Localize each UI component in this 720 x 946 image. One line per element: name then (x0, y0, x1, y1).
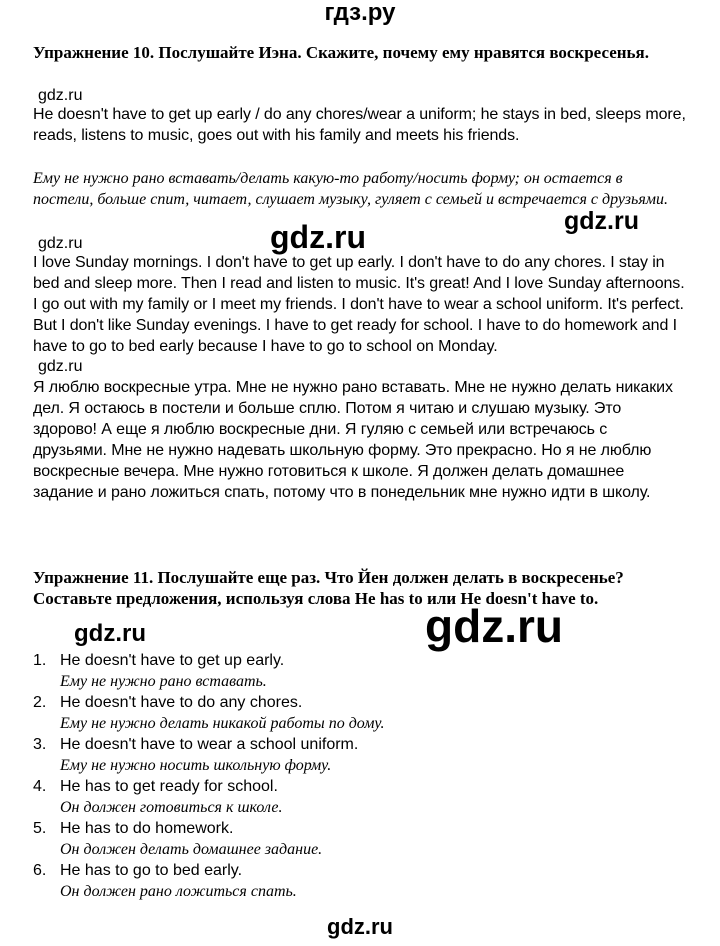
exercise-10-heading: Упражнение 10. Послушайте Иэна. Скажите, почему ему нравятся воскресенья. (33, 43, 649, 62)
item-number: 6. (33, 862, 47, 879)
exercise-10-text-ru: Я люблю воскресные утра. Мне не нужно рано вставать. Мне не нужно делать никаких дел. Я остаюсь в постели и больше сплю. Потом я читаю и слушаю музыку. Это здорово! А еще я люблю воскресные дни. Я гуляю с семьей или встречаюсь с друзьями. Мне не нужно надевать школьную форму. Это прекрасно. Но я не люблю воскресные вечера. Мне нужно готовиться к школе. Я должен делать домашнее задание и рано ложиться спать, потому что в понедельник мне нужно идти в школу. (33, 379, 673, 501)
watermark-big-large: gdz.ru (425, 600, 563, 652)
item-text-en: He doesn't have to get up early. (60, 652, 285, 669)
item-text-ru: Он должен делать домашнее задание. (60, 841, 323, 858)
watermark-big-left: gdz.ru (74, 620, 146, 647)
watermark-small-2: gdz.ru (38, 235, 83, 252)
item-number: 4. (33, 778, 47, 795)
item-number: 5. (33, 820, 47, 837)
exercise-10-answer-ru: Ему не нужно рано вставать/делать какую-то работу/носить форму; он остается в постели, больше спит, читает, слушает музыку, гуляет с семьей и встречается с друзьями. (33, 170, 668, 208)
list-item (33, 776, 673, 818)
answers-list (33, 650, 673, 902)
list-item (33, 860, 673, 902)
item-text-ru: Ему не нужно рано вставать. (60, 673, 267, 690)
exercise-10-text-en: I love Sunday mornings. I don't have to get up early. I don't have to do any chores. I stay in bed and sleep more. Then I read and listen to music. It's great! And I love Sunday afternoons. I go out with my family or I meet my friends. I don't have to wear a school uniform. It's perfect. But I don't like Sunday evenings. I have to get ready for school. I have to do homework and I have to go to bed early because I have to go to school on Monday. (33, 254, 685, 355)
site-header: гдз.ру (324, 0, 396, 26)
list-item (33, 734, 673, 776)
item-text-ru: Ему не нужно делать никакой работы по дому. (60, 715, 385, 732)
item-text-en: He doesn't have to wear a school uniform. (60, 736, 359, 753)
site-footer: gdz.ru (327, 914, 393, 939)
watermark-big-center: gdz.ru (270, 219, 366, 255)
watermark-big-right: gdz.ru (564, 207, 639, 235)
item-text-en: He has to get ready for school. (60, 778, 278, 795)
item-number: 2. (33, 694, 47, 711)
item-text-ru: Он должен рано ложиться спать. (60, 883, 297, 900)
item-number: 3. (33, 736, 47, 753)
exercise-10-answer-en: He doesn't have to get up early / do any chores/wear a uniform; he stays in bed, sleeps more, reads, listens to music, goes out with his family and meets his friends. (33, 106, 686, 144)
item-text-ru: Он должен готовиться к школе. (60, 799, 283, 816)
list-item (33, 818, 673, 860)
watermark-small-3: gdz.ru (38, 358, 83, 375)
item-text-en: He has to do homework. (60, 820, 234, 837)
item-number: 1. (33, 652, 47, 669)
item-text-en: He has to go to bed early. (60, 862, 243, 879)
list-item (33, 692, 673, 734)
watermark-small-1: gdz.ru (38, 87, 83, 104)
item-text-ru: Ему не нужно носить школьную форму. (60, 757, 332, 774)
item-text-en: He doesn't have to do any chores. (60, 694, 303, 711)
exercise-11-heading: Упражнение 11. Послушайте еще раз. Что Йен должен делать в воскресенье? Составьте предложения, используя слова He has to или He doesn't have to. (33, 568, 624, 608)
list-item (33, 650, 673, 692)
